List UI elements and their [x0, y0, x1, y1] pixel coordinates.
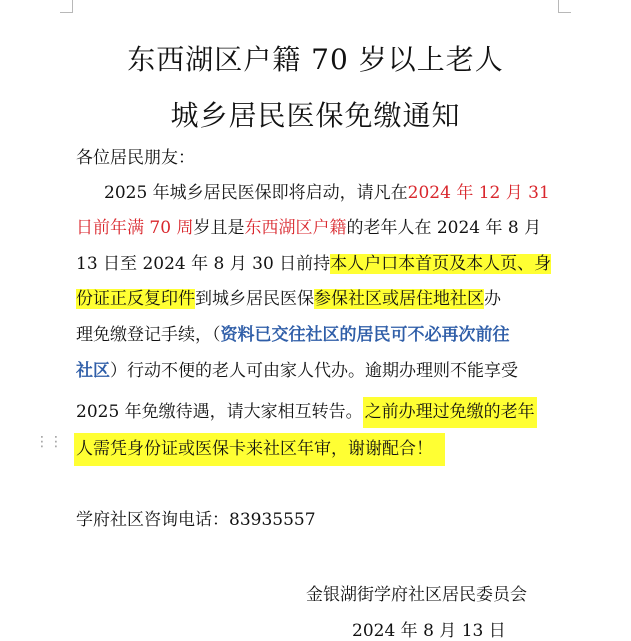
submitted-note: 资料已交往社区的居民可不必再次前往: [220, 325, 510, 345]
body-text: 13 日至 2024 年 8 月 30 日前持: [76, 254, 331, 274]
body-text: 2025 年免缴待遇，请大家相互转告。: [76, 402, 363, 422]
age-requirement: 日前年满 70 周: [76, 218, 194, 238]
deadline-date: 2024 年 12 月 31: [407, 183, 550, 203]
body-text: 办: [484, 289, 501, 309]
household-requirement: 东西湖区户籍: [244, 218, 347, 238]
highlight-id-copy: 份证正反复印件: [76, 289, 195, 309]
body-text: 岁且是: [193, 218, 245, 238]
notice-title-line-1: 东西湖区户籍 70 岁以上老人: [127, 43, 504, 76]
submitted-note-end: 社区: [76, 361, 110, 381]
body-line-6: [76, 360, 518, 383]
greeting: 各位居民朋友：: [76, 148, 195, 168]
body-line-3: [76, 253, 551, 276]
crop-mark-top-left: [60, 0, 73, 13]
body-line-7: [76, 397, 537, 428]
notice-title-line-2: 城乡居民医保免缴通知: [170, 99, 461, 132]
body-text: 到城乡居民医保: [195, 289, 314, 309]
signature-org: 金银湖街学府社区居民委员会: [306, 585, 527, 605]
highlight-annual-review-end: 人需凭身份证或医保卡来社区年审，谢谢配合！: [74, 433, 445, 466]
body-text: ）行动不便的老人可由家人代办。逾期办理则不能享受: [110, 361, 518, 381]
highlight-annual-review: 之前办理过免缴的老年: [363, 397, 537, 428]
crop-mark-top-right: [558, 0, 571, 13]
body-text: 理免缴登记手续，（: [76, 325, 221, 345]
highlight-documents: 本人户口本首页及本人页、身: [330, 254, 552, 274]
body-line-4: [76, 288, 501, 311]
contact-phone: 学府社区咨询电话：83935557: [76, 510, 316, 530]
drag-handle-icon[interactable]: ⋮⋮: [35, 434, 63, 450]
highlight-community: 参保社区或居住地社区: [314, 289, 484, 309]
signature-date: 2024 年 8 月 13 日: [352, 621, 506, 641]
body-text: 2025 年城乡居民医保即将启动，请凡在: [104, 183, 408, 203]
body-line-2: [76, 217, 541, 240]
body-line-1: [104, 182, 550, 205]
body-line-5: [76, 324, 510, 347]
body-text: 的老年人在 2024 年 8 月: [346, 218, 542, 238]
body-line-8: [74, 433, 445, 466]
